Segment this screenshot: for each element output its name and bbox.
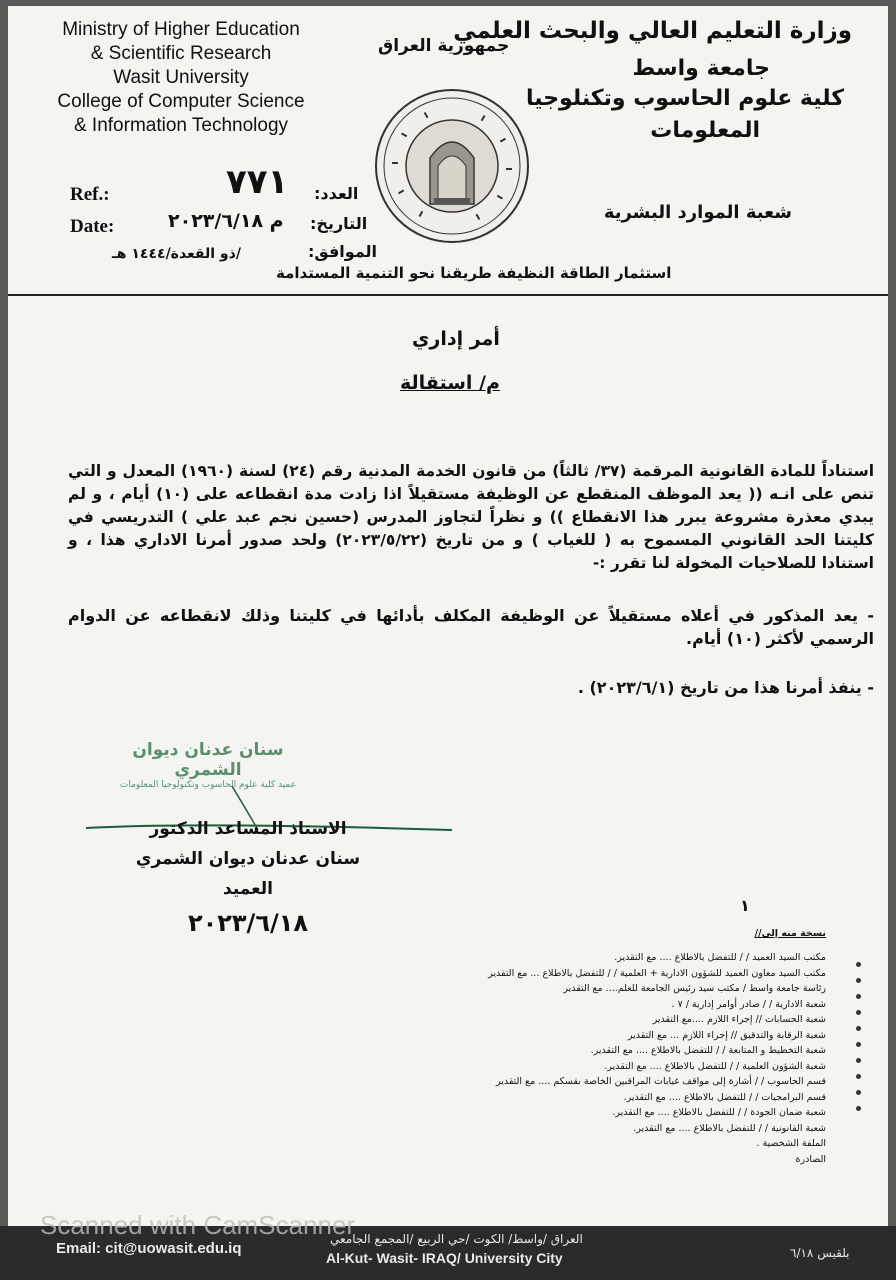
footer-initials: بلقيس ٦/١٨ xyxy=(790,1246,850,1260)
signatory-rank: الاستاذ المساعد الدكتور xyxy=(149,819,347,839)
footer-address-en: Al-Kut- Wasit- IRAQ/ University City xyxy=(326,1250,563,1266)
ar-ministry: وزارة التعليم العالي والبحث العلمي xyxy=(453,18,852,44)
scanner-watermark: Scanned with CamScanner xyxy=(40,1210,356,1240)
bullet-dot xyxy=(856,962,861,967)
copy-item: مكتب السيد العميد / / للتفضل بالاطلاع .... مع التقدير. xyxy=(614,952,826,963)
copy-item: الصادرة xyxy=(795,1153,826,1165)
copy-item: شعبة التخطيط و المتابعة / / للتفضل بالاطلاع .... مع التقدير. xyxy=(590,1045,826,1056)
ar-department: شعبة الموارد البشرية xyxy=(603,202,792,223)
copy-item: شعبة الشؤون العلمية / / للتفضل بالاطلاع .... مع التقدير. xyxy=(604,1060,826,1072)
footer-email: Email: cit@uowasit.edu.iq xyxy=(56,1240,242,1257)
bullet-dot xyxy=(856,1026,861,1031)
ar-college-line1: كلية علوم الحاسوب وتكنلوجيا xyxy=(525,86,844,111)
copy-item: مكتب السيد معاون العميد للشؤون الادارية + العلمية / / للتفضل بالاطلاع ... مع التقدير xyxy=(488,967,826,979)
body-paragraph: استناداً للمادة القانونية المرقمة (٣٧/ ثالثاً) من قانون الخدمة المدنية رقم (٢٤) لسنة (١٩٦٠) المعدل و التي تنص على انـه (( يعد الموظف المنقطع عن الوظيفة مستقيلاً اذا زادت مدة انقطاعه على (١٠) أيام ، و لم يبدي معذرة مشروعة يبرر هذا الانقطاع )) و نظراً لتجاوز المدرس (حسين نجم عبد علي ) التدريسي في كليتنا الحد القانوني المسموح به ( للغياب ) و من تاريخ (٢٠٢٣/٥/٢٢) ولحد صدور أمرنا الاداري هذا ، و استنادا للصلاحيات المخولة لنا تقرر :- xyxy=(68,462,875,572)
signatory-position: العميد xyxy=(223,879,273,899)
ar-republic: جمهورية العراق xyxy=(378,36,510,56)
slogan: استثمار الطاقة النظيفة طريقنا نحو التنمية المستدامة xyxy=(276,264,672,282)
copy-item: شعبة الادارية / / صادر أوامر إدارية / ٧ . xyxy=(671,998,826,1010)
bullet-dot xyxy=(856,978,861,983)
en-line-it: & Information Technology xyxy=(73,115,289,136)
page-mark: ١ xyxy=(740,896,750,915)
signatory-block xyxy=(108,814,388,938)
bullet-dot xyxy=(856,1106,861,1111)
order-title: أمر إداري xyxy=(412,328,500,350)
bullet-dot xyxy=(856,994,861,999)
bullet-dot xyxy=(856,1074,861,1079)
number-value: ٧٧١ xyxy=(226,162,289,202)
signature-date: ٢٠٢٣/٦/١٨ xyxy=(187,909,309,937)
copies-list xyxy=(326,950,826,1167)
bullet-dot xyxy=(856,1010,861,1015)
copy-item: الملفة الشخصية . xyxy=(756,1138,826,1149)
en-line-research: & Scientific Research xyxy=(90,43,272,64)
copy-item: شعبة الحسابات // إجراء اللازم ....مع التقدير xyxy=(652,1014,826,1025)
subject-title: م/ استقالة xyxy=(400,372,500,394)
bullet-dot xyxy=(856,1042,861,1047)
ref-label: Ref.: xyxy=(70,184,110,205)
english-header xyxy=(36,18,326,138)
ar-college-line2: المعلومات xyxy=(650,118,760,143)
hijri-value: /ذو القعدة/١٤٤٤ هـ xyxy=(112,246,241,262)
bullet-dot xyxy=(856,1058,861,1063)
university-seal xyxy=(372,86,532,246)
date-ar-label: التاريخ: xyxy=(310,214,368,233)
en-line-university: Wasit University xyxy=(113,67,249,88)
date-label: Date: xyxy=(70,216,115,237)
date-value: م ٢٠٢٣/٦/١٨ xyxy=(168,210,284,232)
decision-item-1: - يعد المذكور في أعلاه مستقيلاً عن الوظيفة المكلف بأدائها في كليتنا وذلك لانقطاعه عن الدوام الرسمي لأكثر (١٠) أيام. xyxy=(68,606,874,648)
copy-item: قسم الحاسوب / / أشارة إلى مواقف غيابات المراقبين الخاصة بقسكم .... مع التقدير xyxy=(495,1076,826,1087)
copy-item: شعبة القانونية / / للتفضل بالاطلاع .... مع التقدير. xyxy=(633,1122,826,1134)
copy-item: شعبة ضمان الجودة / / للتفضل بالاطلاع .... مع التقدير. xyxy=(612,1107,826,1118)
en-line-college: College of Computer Science xyxy=(57,91,305,112)
copy-item: شعبة الرقابة والتدقيق // إجراء اللازم ... مع التقدير xyxy=(627,1029,826,1041)
header-divider xyxy=(8,294,888,296)
copies-heading: نسخة منه إلى// xyxy=(754,928,826,939)
stamp-title: عميد كلية علوم الحاسوب وتكنولوجيا المعلومات xyxy=(119,780,297,790)
ar-university: جامعة واسط xyxy=(632,56,770,81)
number-label: العدد: xyxy=(314,184,359,203)
bullet-dot xyxy=(856,1090,861,1095)
signatory-name: سنان عدنان ديوان الشمري xyxy=(135,849,361,869)
footer-address-ar: العراق /واسط/ الكوت /حي الربيع /المجمع الجامعي xyxy=(330,1232,583,1246)
document-page xyxy=(8,6,888,1246)
decision-item-2: - ينفذ أمرنا هذا من تاريخ (٢٠٢٣/٦/١) . xyxy=(577,678,874,697)
stamp-name: سنان عدنان ديوان الشمري xyxy=(132,740,284,780)
hijri-label: الموافق: xyxy=(308,242,378,261)
copy-item: رئاسة جامعة واسط / مكتب سيد رئيس الجامعة للعلم.... مع التقدير xyxy=(563,983,826,994)
en-line-ministry: Ministry of Higher Education xyxy=(62,19,300,40)
copy-item: قسم البرامجيات / / للتفضل بالاطلاع .... مع التقدير. xyxy=(623,1091,826,1103)
